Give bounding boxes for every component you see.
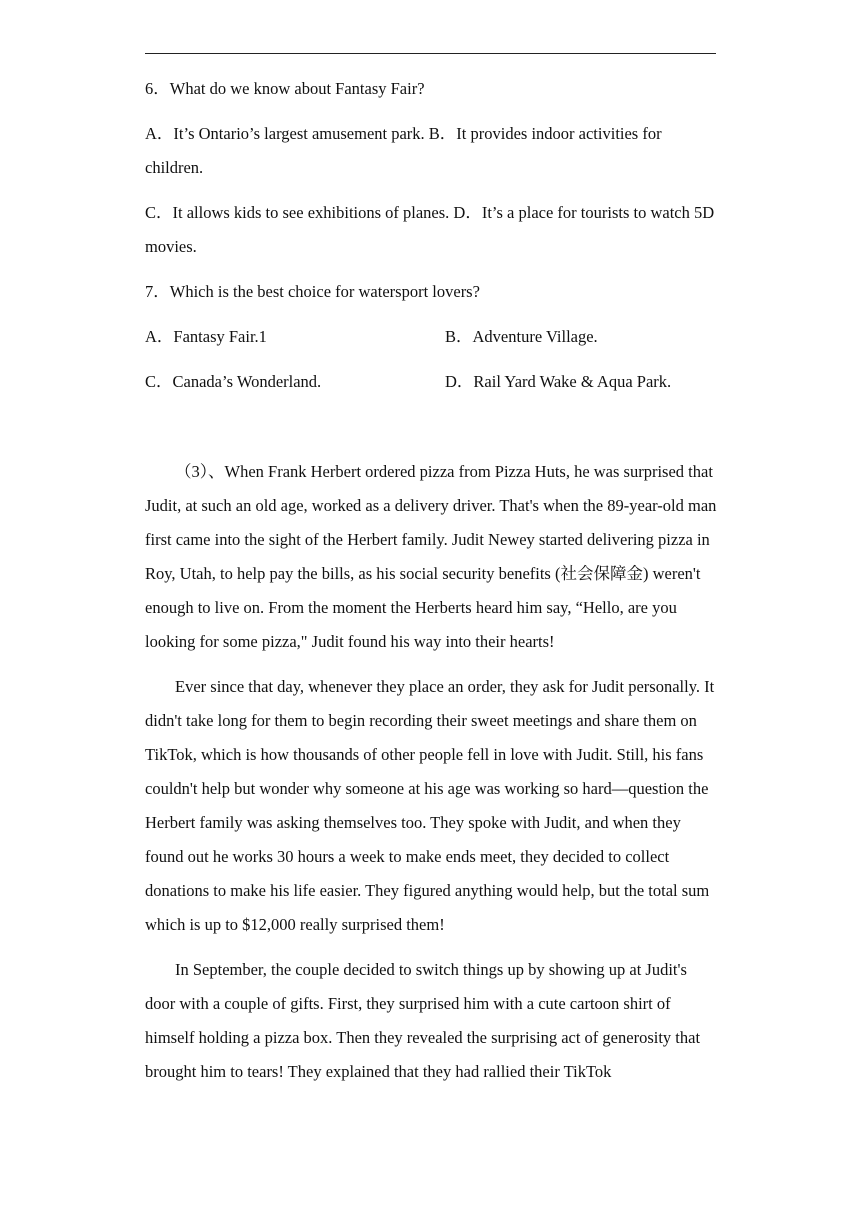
section-spacer [145, 410, 717, 455]
question-7-stem: 7．Which is the best choice for watersport lovers? [145, 282, 480, 301]
passage-paragraph-3: In September, the couple decided to switch things up by showing up at Judit's door with a couple of gifts. First, they surprised him with a cute cartoon shirt of himself holding a pizza box. Then they revealed the surprising act of generosity that brought him to tears! They explained that they had rallied their TikTok [145, 960, 701, 1081]
question-6-options-ab: A．It’s Ontario’s largest amusement park. B．It provides indoor activities for children. [145, 124, 662, 177]
question-7-options-row-1 [145, 320, 717, 354]
question-6-options-cd: C．It allows kids to see exhibitions of planes. D．It’s a place for tourists to watch 5D movies. [145, 203, 715, 256]
document-content [145, 72, 717, 1100]
question-7-option-d: D．Rail Yard Wake & Aqua Park. [445, 372, 672, 391]
question-7-option-c: C．Canada’s Wonderland. [145, 372, 322, 391]
question-7-option-a: A．Fantasy Fair.1 [145, 327, 267, 346]
header-rule [145, 53, 716, 54]
question-7-option-b: B．Adventure Village. [445, 327, 598, 346]
passage-paragraph-1: （3）、When Frank Herbert ordered pizza from Pizza Huts, he was surprised that Judit, at such an old age, worked as a delivery driver. That's when the 89-year-old man first came into the sight of the Herbert family. Judit Newey started delivering pizza in Roy, Utah, to help pay the bills, as his social security benefits (社会保障金) weren't enough to live on. From the moment the Herberts heard him say, “Hello, are you looking for some pizza," Judit found his way into their hearts! [145, 462, 717, 651]
question-7-options-row-2 [145, 365, 717, 399]
question-6-stem: 6．What do we know about Fantasy Fair? [145, 79, 425, 98]
passage-paragraph-2: Ever since that day, whenever they place an order, they ask for Judit personally. It didn't take long for them to begin recording their sweet meetings and share them on TikTok, which is how thousands of other people fell in love with Judit. Still, his fans couldn't help but wonder why someone at his age was working so hard—question the Herbert family was asking themselves too. They spoke with Judit, and when they found out he works 30 hours a week to make ends meet, they decided to collect donations to make his life easier. They figured anything would help, but the total sum which is up to $12,000 really surprised them! [145, 677, 715, 934]
